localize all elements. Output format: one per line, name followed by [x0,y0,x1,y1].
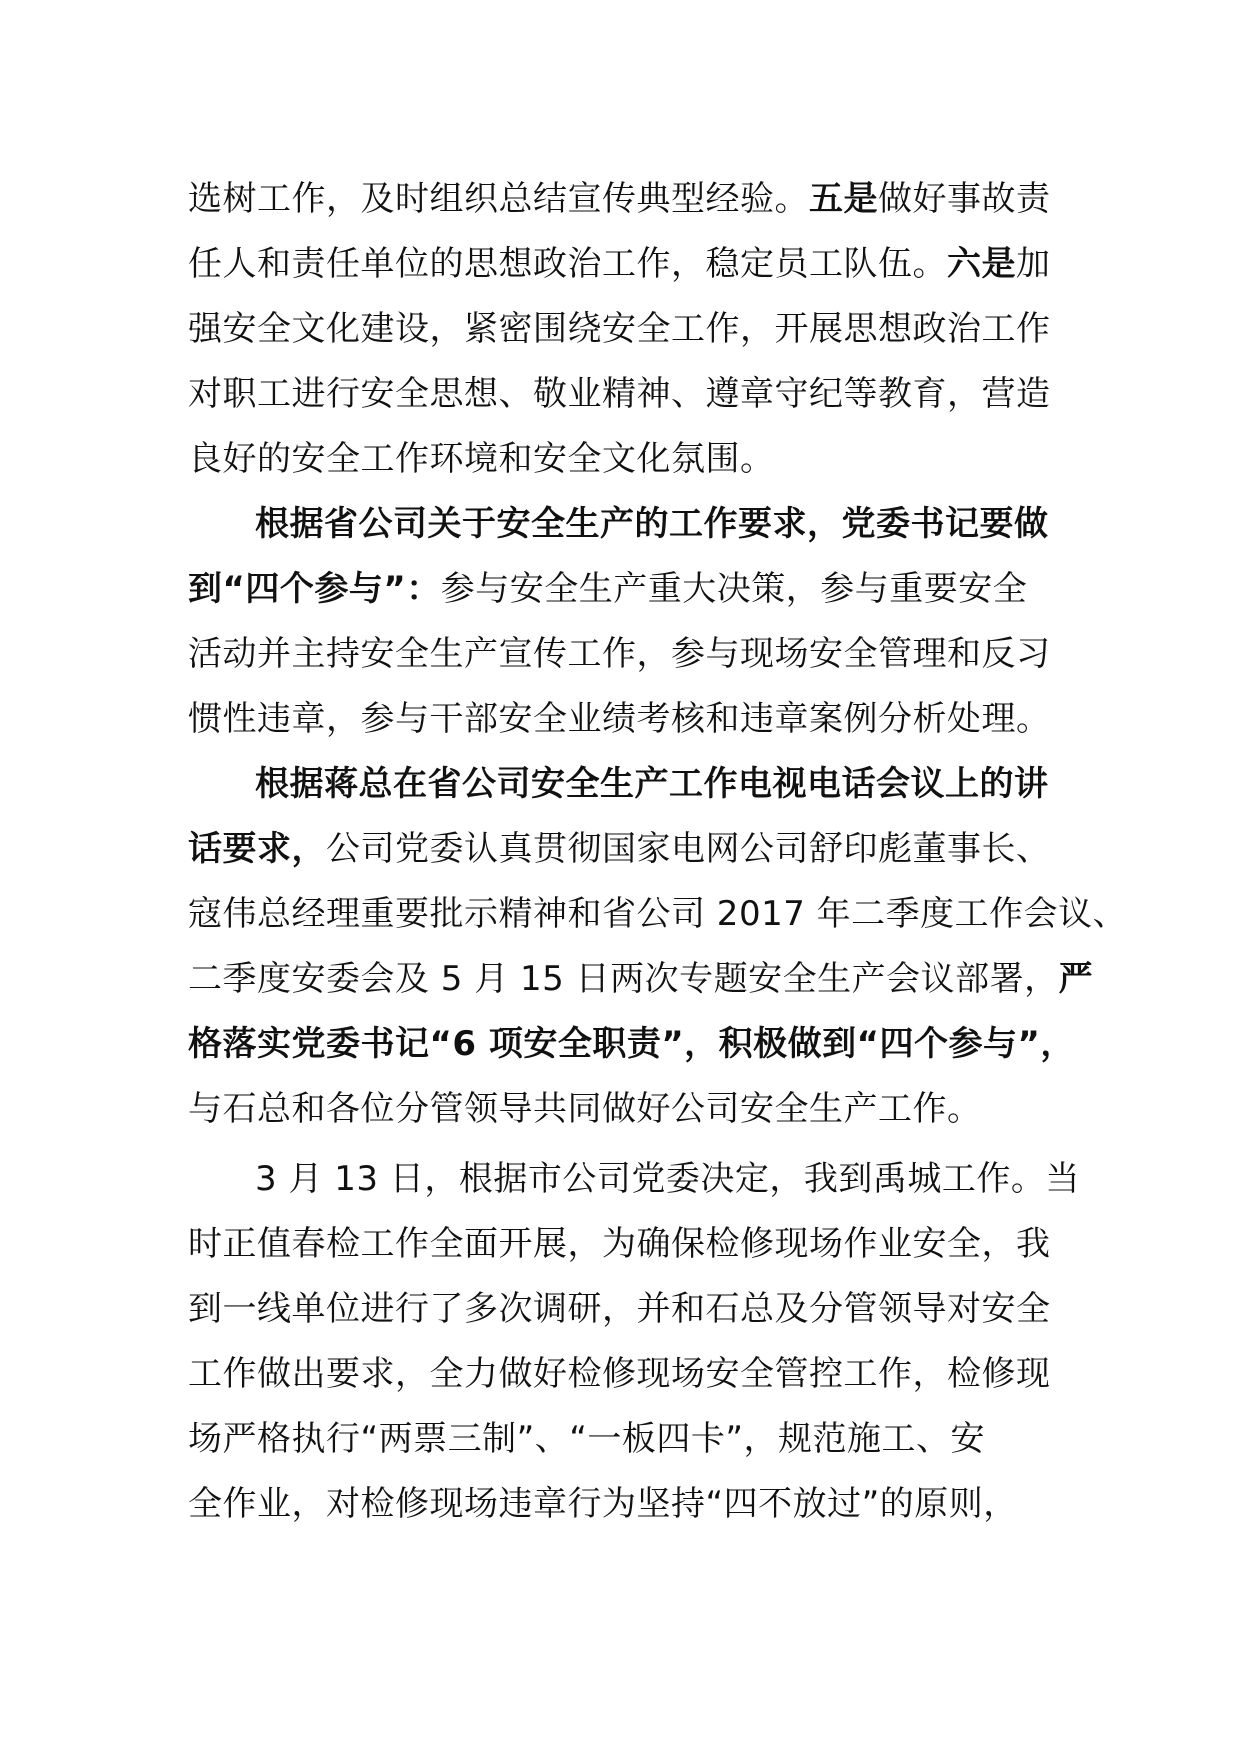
text-line: 与石总和各位分管领导共同做好公司安全生产工作。 [188,1089,982,1129]
text-line: 到“四个参与”：参与安全生产重大决策，参与重要安全 [188,569,1028,609]
text-line-heading: 根据蒋总在省公司安全生产工作电视电话会议上的讲 [255,764,1049,804]
text-line: 3 月 13 日，根据市公司党委决定，我到禹城工作。当 [255,1159,1080,1199]
document-body [188,167,1128,1537]
text-line: 场严格执行“两票三制”、“一板四卡”，规范施工、安 [188,1419,985,1459]
text-line-heading: 根据省公司关于安全生产的工作要求，党委书记要做 [255,504,1049,544]
bold-phrase-start: 严 [1058,959,1094,999]
text-line: 任人和责任单位的思想政治工作，稳定员工队伍。六是加 [188,244,1051,284]
bold-heading-end: 到“四个参与”： [188,569,441,609]
text-line: 对职工进行安全思想、敬业精神、遵章守纪等教育，营造 [188,374,1051,414]
text-line: 寇伟总经理重要批示精神和省公司 2017 年二季度工作会议、 [188,894,1128,934]
text-line: 工作做出要求，全力做好检修现场安全管控工作，检修现 [188,1354,1051,1394]
text-line: 到一线单位进行了多次调研，并和石总及分管领导对安全 [188,1289,1051,1329]
text-line: 惯性违章，参与干部安全业绩考核和违章案例分析处理。 [188,699,1051,739]
bold-marker-five: 五是 [809,179,878,219]
text-line: 强安全文化建设，紧密围绕安全工作，开展思想政治工作 [188,309,1051,349]
bold-marker-six: 六是 [947,244,1016,284]
text-line: 选树工作，及时组织总结宣传典型经验。五是做好事故责 [188,179,1051,219]
text-line: 话要求，公司党委认真贯彻国家电网公司舒印彪董事长、 [188,829,1051,869]
bold-heading-end: 话要求， [188,829,326,869]
text-line: 二季度安委会及 5 月 15 日两次专题安全生产会议部署，严 [188,959,1094,999]
text-line-bold: 格落实党委书记“6 项安全职责”，积极做到“四个参与”， [188,1024,1075,1064]
text-line: 活动并主持安全生产宣传工作，参与现场安全管理和反习 [188,634,1051,674]
text-line: 全作业，对检修现场违章行为坚持“四不放过”的原则， [188,1484,1018,1524]
text-line: 良好的安全工作环境和安全文化氛围。 [188,439,775,479]
text-line: 时正值春检工作全面开展，为确保检修现场作业安全，我 [188,1224,1051,1264]
